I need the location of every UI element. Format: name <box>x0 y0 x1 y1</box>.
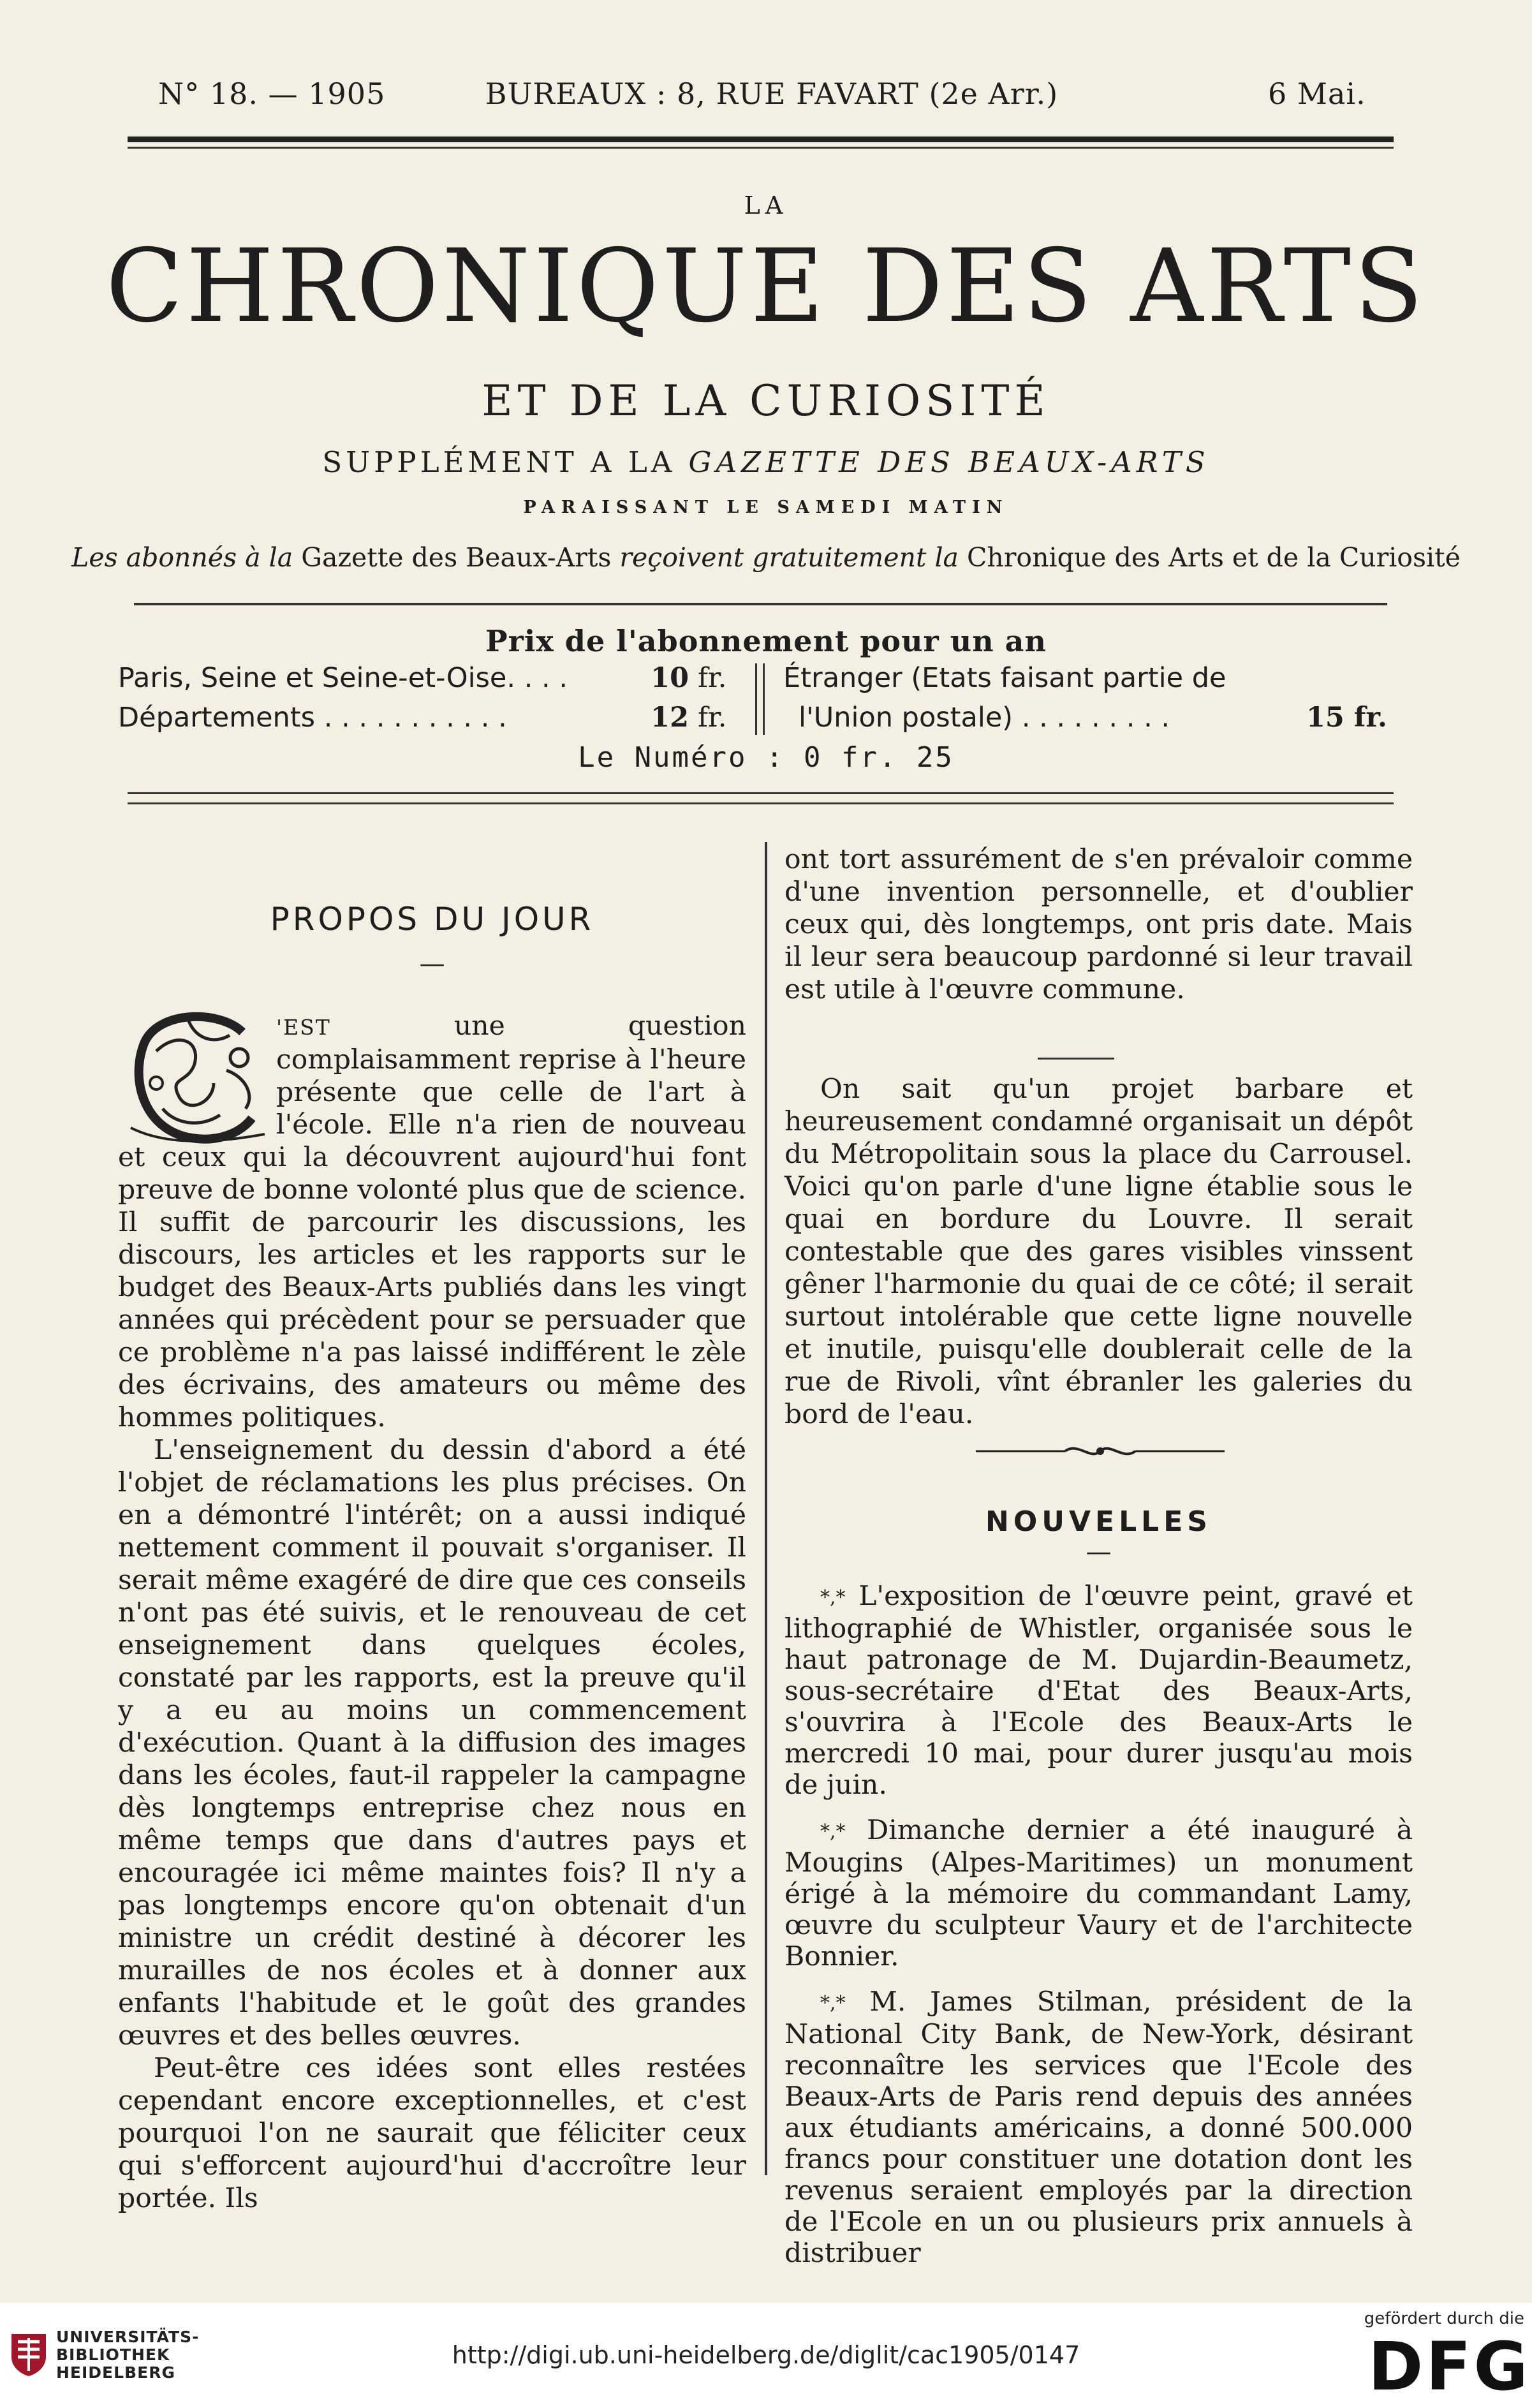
propos-heading: PROPOS DU JOUR <box>270 901 594 938</box>
right-paragraph-1: ont tort assurément de s'en prévaloir comme d'une invention personnelle, et d'oublier ceux qui, dès longtemps, ont pris date. Mais il leur sera beaucoup pardonné si leur travail est utile à l'œuvre commune. <box>784 844 1413 1005</box>
departements-unit: fr. <box>698 702 727 734</box>
journal-title: CHRONIQUE DES ARTS <box>105 228 1427 345</box>
propos-smallcaps: 'EST <box>276 1015 331 1040</box>
price-divider-left <box>755 663 757 735</box>
etranger-line2: l'Union postale) . . . . . . . . . <box>799 702 1170 734</box>
propos-p1-text: une question complaisamment reprise à l'heure présente que celle de l'art à l'école. Elle n'a rien de nouveau et ceux qui la découvrent aujourd'hui font preuve de bonne volonté plus que de science. Il suffit de parcourir les discussions, les discours, les articles et les rapports sur le budget des Beaux-Arts publiés dans les vingt années qui précèdent pour se persuader que ce problème n'a pas laissé indifférent le zèle des écrivains, des amateurs ou même des hommes politiques. <box>118 1010 746 1433</box>
price-divider-right <box>763 663 765 735</box>
journal-subtitle: ET DE LA CURIOSITÉ <box>482 376 1050 425</box>
abonnes-line <box>0 542 1532 573</box>
nouvelle-3 <box>784 1986 1413 2269</box>
issue-date: 6 Mai. <box>1268 77 1366 111</box>
source-url[interactable]: http://digi.ub.uni-heidelberg.de/diglit/cac1905/0147 <box>452 2341 1080 2369</box>
supplement-gazette: GAZETTE DES BEAUX-ARTS <box>688 445 1210 479</box>
dfg-caption: gefördert durch die <box>1364 2309 1524 2328</box>
etranger-price: 15 fr. <box>1306 702 1387 734</box>
ornament-separator <box>976 1438 1225 1464</box>
right-column-metro <box>784 1073 1413 1431</box>
propos-dash: — <box>419 949 445 979</box>
abonnes-part4: Chronique des Arts et de la Curiosité <box>959 542 1461 573</box>
paris-unit: fr. <box>698 662 727 694</box>
dfg-logo: DFG <box>1368 2328 1531 2405</box>
propos-body <box>118 1010 746 2215</box>
numero-price: Le Numéro : 0 fr. 25 <box>578 741 954 774</box>
propos-paragraph-2: L'enseignement du dessin d'abord a été l'objet de réclamations les plus précises. On en a démontré l'intérêt; on a aussi indiqué nettement comment il pouvait s'organiser. Il serait même exagéré de dire que ces conseils n'ont pas été suivis, et le renouveau de cet enseignement dans quelques écoles, constaté par les rapports, est la preuve qu'il y a eu au moins un commencement d'exécution. Quant à la diffusion des images dans les écoles, faut-il rappeler la campagne dès longtemps entreprise chez nous en même temps que dans d'autres pays et encouragée ici même maintes fois? Il n'y a pas longtemps encore qu'on obtenait d'un ministre un crédit destiné à décorer les murailles de nos écoles et à donner aux enfants l'habitude et le goût des grandes œuvres et des belles œuvres. <box>118 1435 746 2051</box>
etranger-line1: Étranger (Etats faisant partie de <box>783 662 1226 694</box>
uni-line-3: HEIDELBERG <box>56 2363 175 2382</box>
rule-above-prices <box>134 603 1387 605</box>
asterism-icon: *,* <box>820 1992 846 2014</box>
column-divider <box>765 842 767 2175</box>
nouvelle-3-text: M. James Stilman, président de la National City Bank, de New-York, désirant reconnaître les services que l'Ecole des Beaux-Arts de Paris rend depuis des années aux étudiants américains, a donné 500.000 francs pour constituer une dotation dont les revenus seraient employés par la direction de l'Ecole en un ou plusieurs prix annuels à distribuer <box>784 1986 1413 2269</box>
rule-below-prices-2 <box>128 802 1394 804</box>
right-column-top <box>784 843 1413 1006</box>
paris-price: 10 <box>651 662 689 694</box>
abonnes-part3: reçoivent gratuitement la <box>619 542 959 573</box>
supplement-line <box>0 445 1532 479</box>
abonnes-part2: Gazette des Beaux-Arts <box>293 542 620 573</box>
nouvelles-dash: — <box>1086 1537 1112 1567</box>
nouvelle-1 <box>784 1581 1413 1801</box>
bureaux-address: BUREAUX : 8, RUE FAVART (2e Arr.) <box>485 77 1059 111</box>
parution-line: PARAISSANT LE SAMEDI MATIN <box>523 498 1009 517</box>
uni-line-1: UNIVERSITÄTS- <box>56 2328 200 2346</box>
title-article: LA <box>744 191 788 219</box>
supplement-prefix: SUPPLÉMENT A LA <box>322 445 689 479</box>
departements-price: 12 <box>651 702 689 734</box>
paris-label: Paris, Seine et Seine-et-Oise. . . . <box>118 662 568 694</box>
flourish-icon <box>976 1438 1225 1464</box>
nouvelle-2-text: Dimanche dernier a été inauguré à Mougins (Alpes-Maritimes) un monument érigé à la mémoire du commandant Lamy, œuvre du sculpteur Vaury et de l'architecte Bonnier. <box>784 1815 1413 1972</box>
header-rule-thin <box>128 147 1394 149</box>
uni-line-2: BIBLIOTHEK <box>56 2345 170 2364</box>
nouvelles-heading: NOUVELLES <box>985 1505 1212 1538</box>
asterism-icon: *,* <box>820 1586 846 1609</box>
nouvelle-1-text: L'exposition de l'œuvre peint, gravé et lithographié de Whistler, organisée sous le haut patronage de M. Dujardin-Beaumetz, sous-secrétaire d'Etat des Beaux-Arts, s'ouvrira à l'Ecole des Beaux-Arts le mercredi 10 mai, pour durer jusqu'au mois de juin. <box>784 1581 1413 1801</box>
issue-number: N° 18. — 1905 <box>158 77 386 111</box>
propos-paragraph-3: Peut-être ces idées sont elles restées cependant encore exceptionnelles, et c'est pourquoi l'on ne saurait que féliciter ceux qui s'efforcent aujourd'hui d'accroître leur portée. Ils <box>118 2053 746 2214</box>
departements-label: Départements . . . . . . . . . . . <box>118 702 507 734</box>
header-rule <box>128 137 1394 142</box>
abonnement-title: Prix de l'abonnement pour un an <box>485 624 1047 658</box>
right-paragraph-2: On sait qu'un projet barbare et heureusement condamné organisait un dépôt du Métropolitain sous la place du Carrousel. Voici qu'on parle d'une ligne établie sous le quai en bordure du Louvre. Il serait contestable que des gares visibles vinssent gêner l'harmonie du quai de ce côté; il serait surtout intolérable que cette ligne nouvelle et inutile, puisqu'elle doublerait celle de la rue de Rivoli, vînt ébranler les galeries du bord de l'eau. <box>784 1074 1413 1430</box>
nouvelles-body <box>784 1581 1413 2269</box>
propos-paragraph-1 <box>118 1010 746 1434</box>
nouvelle-2 <box>784 1815 1413 1972</box>
asterism-icon: *,* <box>820 1821 846 1843</box>
short-separator <box>1038 1058 1114 1060</box>
rule-below-prices-1 <box>128 792 1394 794</box>
abonnes-part1: Les abonnés à la <box>71 542 293 573</box>
